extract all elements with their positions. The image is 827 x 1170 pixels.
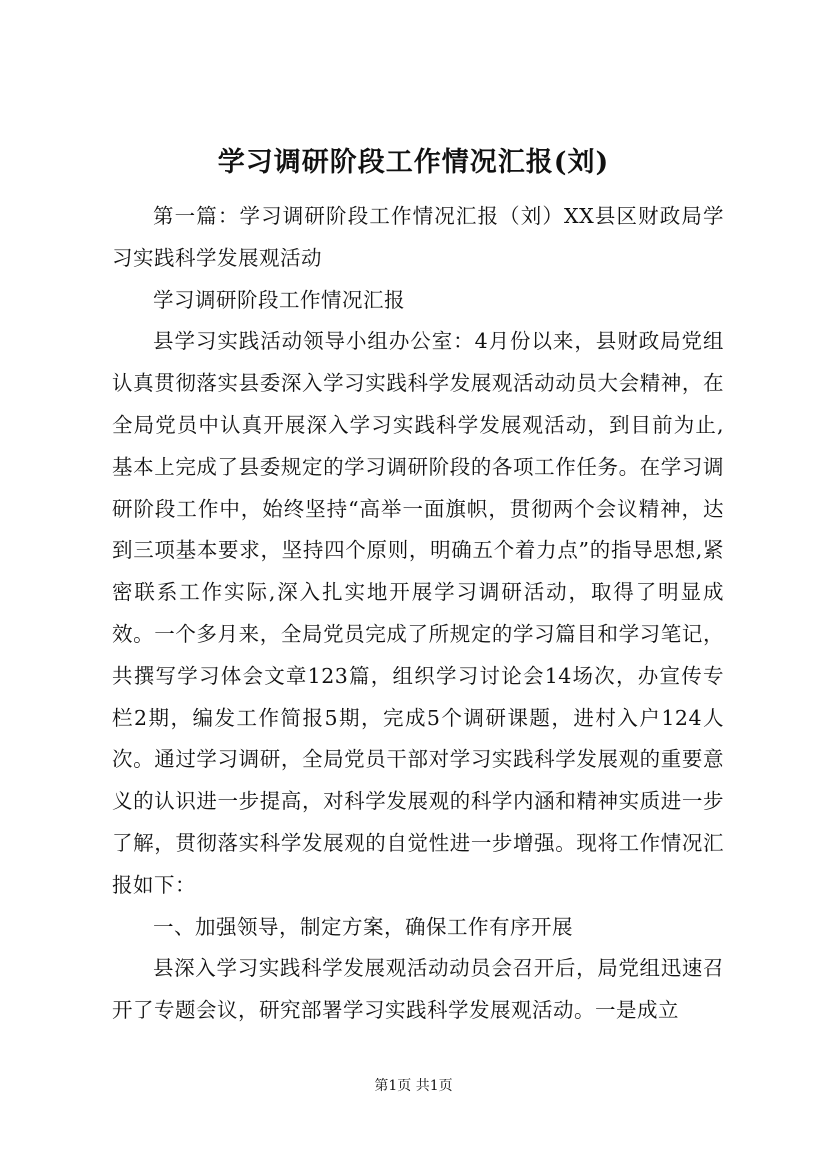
document-body: [112, 196, 724, 1032]
paragraph-heading-intro: 第一篇：学习调研阶段工作情况汇报（刘）XX县区财政局学习实践科学发展观活动: [112, 204, 724, 270]
section-heading-1: 一、加强领导，制定方案，确保工作有序开展: [153, 914, 573, 939]
paragraph-main: 县学习实践活动领导小组办公室：4月份以来，县财政局党组认真贯彻落实县委深入学习实践科学发展观活动动员大会精神，在全局党员中认真开展深入学习实践科学发展观活动，到目前为止,基本上完成了县委规定的学习调研阶段的各项工作任务。在学习调研阶段工作中，始终坚持“高举一面旗帜，贯彻两个会议精神，达到三项基本要求，坚持四个原则，明确五个着力点”的指导思想,紧密联系工作实际,深入扎实地开展学习调研活动，取得了明显成效。一个多月来，全局党员完成了所规定的学习篇目和学习笔记，共撰写学习体会文章123篇，组织学习讨论会14场次，办宣传专栏2期，编发工作简报5期，完成5个调研课题，进村入户124人次。通过学习调研，全局党员干部对学习实践科学发展观的重要意义的认识进一步提高，对科学发展观的科学内涵和精神实质进一步了解，贯彻落实科学发展观的自觉性进一步增强。现将工作情况汇报如下：: [112, 329, 724, 897]
document-title: 学习调研阶段工作情况汇报(刘): [217, 147, 610, 178]
paragraph-subtitle: 学习调研阶段工作情况汇报: [153, 287, 405, 312]
paragraph-section-1: 县深入学习实践科学发展观活动动员会召开后，局党组迅速召开了专题会议，研究部署学习实践科学发展观活动。一是成立: [112, 956, 724, 1023]
page-footer: 第1页 共1页: [374, 1078, 453, 1094]
